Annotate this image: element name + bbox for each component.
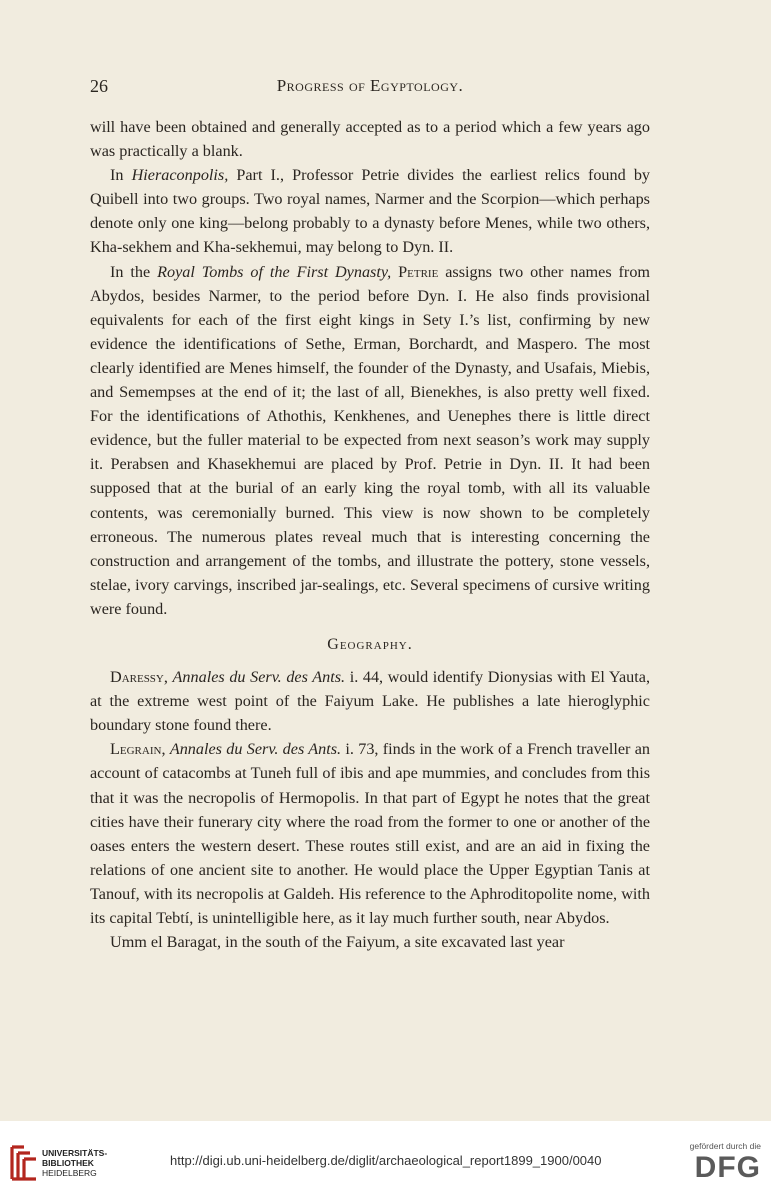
dfg-logo: DFG — [694, 1151, 761, 1184]
digitization-footer — [0, 1121, 771, 1197]
paragraph-royal-tombs — [90, 260, 650, 621]
author-name: Petrie — [398, 262, 439, 281]
funding-label: gefördert durch die — [689, 1141, 761, 1151]
paragraph-hieraconpolis — [90, 163, 650, 259]
permalink-url[interactable]: http://digi.ub.uni-heidelberg.de/diglit/archaeological_report1899_1900/0040 — [170, 1153, 602, 1168]
paragraph-lead: In — [110, 166, 132, 185]
running-title: Progress of Egyptology. — [276, 76, 464, 95]
paragraph-text: i. 44, would identify Dionysias with El Yauta, at the extreme west point of the Faiyum Lake. He publishes a late hieroglyphic boundary stone found there. — [90, 668, 650, 735]
section-heading: Geography. — [327, 635, 413, 653]
page-header — [90, 76, 650, 102]
funding-credit — [681, 1141, 761, 1185]
paragraph-text: Part I., Professor Petrie divides the earliest relics found by Quibell into two groups. Two royal names, Narmer and the Scorpion—which perhaps denote only one king—belong probably to a dynasty before Menes, while two others, Kha-sekhem and Kha-sekhemui, may belong to Dyn. II. — [90, 166, 651, 257]
work-title: Royal Tombs of the First Dynasty, — [157, 262, 392, 281]
body-text — [90, 115, 650, 954]
author-name: Legrain, — [110, 740, 166, 759]
paragraph-daressy — [90, 665, 650, 737]
paragraph-text: assigns two other names from Abydos, besides Narmer, to the period before Dyn. I. He also finds provisional equivalents for each of the first eight kings in Sety I.’s list, confirming by new evidence the identifications of Sethe, Erman, Borchardt, and Maspero. The most clearly identified are Menes himself, the founder of the Dynasty, and Usafais, Miebis, and Semempses at the end of it; the last of all, Bienekhes, is also pretty well fixed. For the identifications of Athothis, Kenkhenes, and Uenephes there is little direct evidence, but the fuller material to be expected from next season’s work may supply it. Perabsen and Khasekhemui are placed by Prof. Petrie in Dyn. II. It had been supposed that at the burial of an early king the royal tomb, with all its valuable contents, was ceremonially burned. This view is now shown to be completely erroneous. The numerous plates reveal much that is interesting concerning the construction and arrangement of the tombs, and illustrate the pottery, stone vessels, stelae, ivory carvings, inscribed jar-sealings, etc. Several specimens of cursive writing were found. — [90, 262, 651, 618]
page-number: 26 — [90, 76, 108, 96]
work-title: Annales du Serv. des Ants. — [172, 668, 346, 687]
paragraph-umm-el-baragat: Umm el Baragat, in the south of the Faiyum, a site excavated last year — [110, 933, 565, 952]
paragraph-text: i. 73, finds in the work of a French traveller an account of catacombs at Tuneh full of ibis and ape mummies, and concludes from this that it was the necropolis of Hermopolis. In that part of Egypt he notes that the great cities have their funerary city where the road from the former to one or another of the oases enters the western desert. These routes still exist, and are an aid in fixing the relations of one ancient site to another. He would place the Upper Egyptian Tanis at Tanouf, with its necropolis at Galdeh. His reference to the Aphroditopolite nome, with its capital Tebtí, is unintelligible here, as it lay much further south, near Abydos. — [90, 740, 651, 927]
work-title: Hieraconpolis, — [131, 166, 229, 185]
paragraph-legrain — [90, 737, 650, 930]
heidelberg-library-logo-icon — [8, 1143, 38, 1183]
paragraph-lead: In the — [110, 262, 158, 281]
library-name: UNIVERSITÄTS- BIBLIOTHEK HEIDELBERG — [42, 1148, 108, 1178]
author-name: Daressy, — [110, 668, 168, 687]
work-title: Annales du Serv. des Ants. — [169, 740, 342, 759]
paragraph-continuation: will have been obtained and generally accepted as to a period which a few years ago was practically a blank. — [90, 118, 650, 161]
